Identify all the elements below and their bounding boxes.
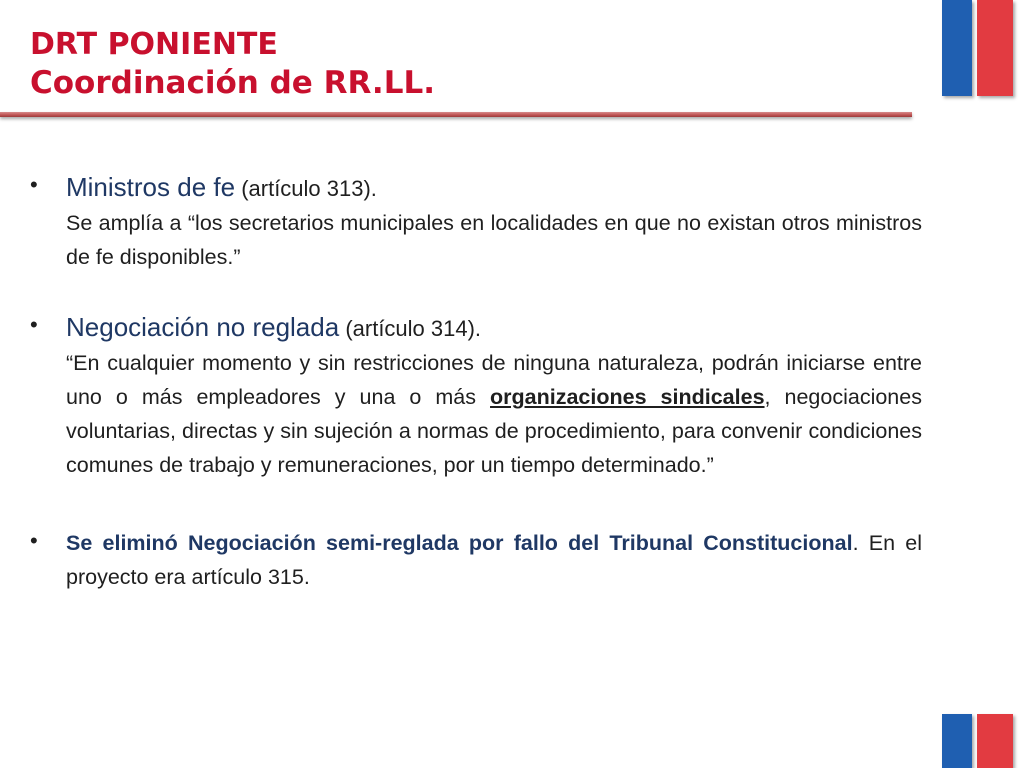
slide-content <box>30 170 922 594</box>
bullet-paragraph <box>66 526 922 594</box>
bullet-paragraph <box>66 346 922 482</box>
bullet-negociacion <box>30 310 922 482</box>
flag-blue-bar <box>942 714 972 768</box>
title-divider <box>0 112 912 117</box>
flag-logo-bottom <box>942 714 1014 768</box>
paragraph-text-a: “En cualquier momento y sin restricciones de ninguna naturaleza, podrán iniciarse entre uno o más empleadores y una o más <box>66 351 922 409</box>
bullet-paragraph: Se amplía a “los secretarios municipales en localidades en que no existan otros ministros de fe disponibles.” <box>66 211 922 269</box>
flag-logo-top <box>942 0 1014 96</box>
paragraph-text-b: , negociaciones voluntarias, directas y sin sujeción a normas de procedimiento, para convenir condiciones comunes de trabajo y remuneraciones, por un tiempo determinado.” <box>66 385 922 477</box>
bullet-icon: • <box>30 528 38 553</box>
flag-red-bar <box>977 714 1013 768</box>
flag-blue-bar <box>942 0 972 96</box>
title-line-1: DRT PONIENTE <box>30 27 278 62</box>
bullet-heading <box>66 170 922 206</box>
title-line-2: Coordinación de RR.LL. <box>30 65 435 101</box>
underlined-term: organizaciones sindicales <box>490 385 765 409</box>
slide-title <box>30 26 435 102</box>
heading-main: Negociación no reglada <box>66 312 340 342</box>
bold-statement: Se eliminó Negociación semi-reglada por fallo del Tribunal Constitucional <box>66 531 853 555</box>
heading-ref: (artículo 314). <box>339 316 482 341</box>
bullet-ministros <box>30 170 922 274</box>
flag-red-bar <box>977 0 1013 96</box>
bullet-icon: • <box>30 312 38 337</box>
paragraph-text-rest: . En el proyecto era artículo 315. <box>66 531 922 589</box>
bullet-heading <box>66 310 922 346</box>
heading-ref: (artículo 313). <box>235 176 377 201</box>
bullet-icon: • <box>30 172 38 197</box>
bullet-semi-reglada <box>30 526 922 594</box>
heading-main: Ministros de fe <box>66 172 236 202</box>
